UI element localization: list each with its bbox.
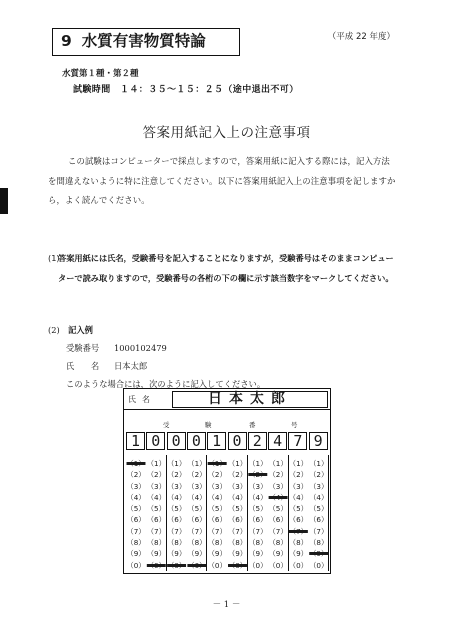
answer-bubble: （0） [146, 560, 166, 570]
answer-bubble: （8） [146, 538, 166, 548]
answer-bubble: （7） [207, 526, 227, 536]
answer-bubble: （7） [187, 526, 207, 536]
answer-bubble: （3） [187, 481, 207, 491]
answer-bubble: （2） [268, 470, 288, 480]
bubble-column [309, 458, 329, 571]
answer-bubble: （6） [268, 515, 288, 525]
column-divider [288, 455, 289, 571]
page-edge-tab [0, 188, 8, 214]
digit-box: 9 [309, 432, 328, 450]
example-number-label: 受験番号 [66, 343, 100, 353]
answer-bubble: （6） [228, 515, 247, 525]
answer-bubble: （5） [268, 504, 288, 514]
page-number: － 1 － [212, 600, 241, 610]
answer-bubble: （2） [288, 470, 308, 480]
answer-bubble: （2） [248, 470, 268, 480]
digit-box: 0 [167, 432, 186, 450]
answer-bubble: （2） [167, 470, 187, 480]
answer-bubble: （4） [146, 492, 166, 502]
bubble-column [228, 458, 248, 571]
exam-time: 試験時間 １４：３５～１５：２５（途中退出不可） [73, 85, 299, 95]
exam-number-label-char: 号 [291, 421, 300, 429]
name-box: 日本太郎 [172, 391, 328, 408]
answer-bubble: （0） [126, 560, 146, 570]
answer-bubble: （4） [207, 492, 227, 502]
exam-year: （平成 22 年度） [327, 32, 395, 42]
bubble-column [248, 458, 268, 571]
answer-bubble: （6） [126, 515, 146, 525]
answer-bubble: （0） [309, 560, 329, 570]
answer-bubble: （5） [126, 504, 146, 514]
bubble-column [146, 458, 166, 571]
answer-bubble: （4） [248, 492, 268, 502]
example-name: 日本太郎 [114, 361, 148, 371]
column-divider [166, 455, 167, 571]
subject-title: 水質有害物質特論 [81, 32, 206, 50]
name-label: 氏名 [128, 395, 156, 404]
answer-bubble: （9） [207, 549, 227, 559]
answer-bubble: （0） [288, 560, 308, 570]
answer-bubble: （3） [167, 481, 187, 491]
answer-bubble: （1） [248, 459, 268, 468]
answer-bubble: （2） [126, 470, 146, 480]
answer-bubble: （9） [167, 549, 187, 559]
answer-bubble: （6） [288, 515, 308, 525]
answer-bubble: （9） [309, 549, 329, 559]
answer-bubble: （1） [167, 459, 187, 468]
digit-box: 4 [268, 432, 287, 450]
digit-box: 0 [228, 432, 247, 450]
answer-bubble: （9） [126, 549, 146, 559]
item-1-marker: (1) [48, 253, 60, 263]
answer-bubble: （2） [187, 470, 207, 480]
digit-box: 0 [187, 432, 206, 450]
exam-number-label-char: 受 [163, 421, 172, 429]
answer-bubble: （8） [248, 538, 268, 548]
answer-bubble: （7） [288, 526, 308, 536]
answer-bubble: （3） [288, 481, 308, 491]
answer-bubble: （5） [309, 504, 329, 514]
answer-bubble: （0） [187, 560, 207, 570]
answer-bubble: （5） [288, 504, 308, 514]
answer-bubble: （9） [268, 549, 288, 559]
digit-box: 1 [207, 432, 226, 450]
answer-bubble: （3） [268, 481, 288, 491]
bubble-column [268, 458, 288, 571]
exam-type: 水質第１種・第２種 [62, 69, 139, 79]
answer-bubble: （4） [309, 492, 329, 502]
answer-bubble: （8） [228, 538, 247, 548]
answer-bubble: （8） [187, 538, 207, 548]
answer-bubble: （9） [146, 549, 166, 559]
answer-bubble: （4） [268, 492, 288, 502]
answer-bubble: （1） [288, 459, 308, 468]
answer-bubble: （9） [288, 549, 308, 559]
answer-bubble: （5） [228, 504, 247, 514]
digit-box: 0 [146, 432, 165, 450]
answer-bubble: （8） [268, 538, 288, 548]
answer-bubble: （3） [248, 481, 268, 491]
answer-bubble: （1） [268, 459, 288, 468]
intro-text: この試験はコンピューターで採点しますので，答案用紙に記入する際には，記入方法を間違えないように特に注意してください。以下に答案用紙記入上の注意事項を記しますから，よく読んでください。 [48, 156, 396, 205]
bubble-column [126, 458, 146, 571]
answer-bubble: （0） [268, 560, 288, 570]
subject-number: 9 [61, 32, 72, 50]
answer-bubble: （2） [228, 470, 247, 480]
answer-bubble: （6） [248, 515, 268, 525]
answer-bubble: （9） [187, 549, 207, 559]
example-name-label: 氏 名 [66, 361, 100, 371]
answer-bubble: （5） [207, 504, 227, 514]
answer-bubble: （4） [228, 492, 247, 502]
answer-bubble: （9） [228, 549, 247, 559]
answer-bubble: （6） [187, 515, 207, 525]
answer-bubble: （4） [126, 492, 146, 502]
answer-bubble: （7） [309, 526, 329, 536]
answer-bubble: （2） [309, 470, 329, 480]
column-divider [328, 455, 329, 571]
answer-bubble: （1） [309, 459, 329, 468]
answer-bubble: （0） [248, 560, 268, 570]
answer-bubble: （7） [248, 526, 268, 536]
subject-title-box [52, 28, 240, 56]
answer-bubble: （1） [146, 459, 166, 468]
answer-bubble: （2） [207, 470, 227, 480]
answer-bubble: （8） [167, 538, 187, 548]
answer-bubble: （6） [207, 515, 227, 525]
answer-bubble: （3） [309, 481, 329, 491]
item-2-marker: (2) [48, 325, 60, 335]
answer-bubble: （6） [146, 515, 166, 525]
bubble-column [207, 458, 227, 571]
column-divider [247, 455, 248, 571]
answer-bubble: （4） [288, 492, 308, 502]
exam-number-label-char: 験 [205, 421, 214, 429]
answer-bubble: （9） [248, 549, 268, 559]
item-1-text: 答案用紙には氏名，受験番号を記入することになりますが，受験番号はそのままコンピューターで読み取りますので，受験番号の各桁の下の欄に示す該当数字をマークしてください。 [58, 253, 394, 283]
item-2-text: このような場合には，次のように記入してください。 [66, 379, 266, 389]
answer-bubble: （8） [126, 538, 146, 548]
answer-bubble: （4） [167, 492, 187, 502]
answer-bubble: （6） [167, 515, 187, 525]
bubble-column [187, 458, 207, 571]
answer-bubble: （5） [248, 504, 268, 514]
bubble-column [288, 458, 308, 571]
digit-box: 1 [126, 432, 145, 450]
instruction-item-1 [48, 248, 398, 288]
answer-bubble: （1） [126, 459, 146, 468]
answer-bubble: （1） [207, 459, 227, 468]
instruction-item-2 [48, 321, 408, 393]
answer-bubble: （0） [167, 560, 187, 570]
answer-bubble: （3） [146, 481, 166, 491]
answer-bubble: （1） [187, 459, 207, 468]
answer-bubble: （3） [207, 481, 227, 491]
exam-number-label-char: 番 [249, 421, 258, 429]
column-divider [206, 455, 207, 571]
answer-bubble: （6） [309, 515, 329, 525]
answer-bubble: （0） [228, 560, 247, 570]
answer-bubble: （4） [187, 492, 207, 502]
answer-bubble: （1） [228, 459, 247, 468]
answer-bubble: （5） [167, 504, 187, 514]
answer-bubble: （3） [228, 481, 247, 491]
notice-heading: 答案用紙記入上の注意事項 [142, 125, 311, 141]
answer-bubble: （7） [268, 526, 288, 536]
answer-bubble: （3） [126, 481, 146, 491]
digit-box: 2 [248, 432, 267, 450]
answer-bubble: （0） [207, 560, 227, 570]
answer-bubble: （5） [146, 504, 166, 514]
answer-bubble: （7） [126, 526, 146, 536]
answer-bubble: （7） [228, 526, 247, 536]
example-number: 1000102479 [114, 343, 167, 353]
answer-bubble: （8） [309, 538, 329, 548]
answer-bubble: （8） [288, 538, 308, 548]
intro-paragraph [48, 152, 398, 211]
answer-bubble: （7） [167, 526, 187, 536]
digit-box: 7 [288, 432, 307, 450]
answer-bubble: （8） [207, 538, 227, 548]
bubble-column [167, 458, 187, 571]
answer-bubble: （7） [146, 526, 166, 536]
answer-bubble: （2） [146, 470, 166, 480]
answer-bubble: （5） [187, 504, 207, 514]
item-2-heading: 記入例 [68, 325, 93, 335]
